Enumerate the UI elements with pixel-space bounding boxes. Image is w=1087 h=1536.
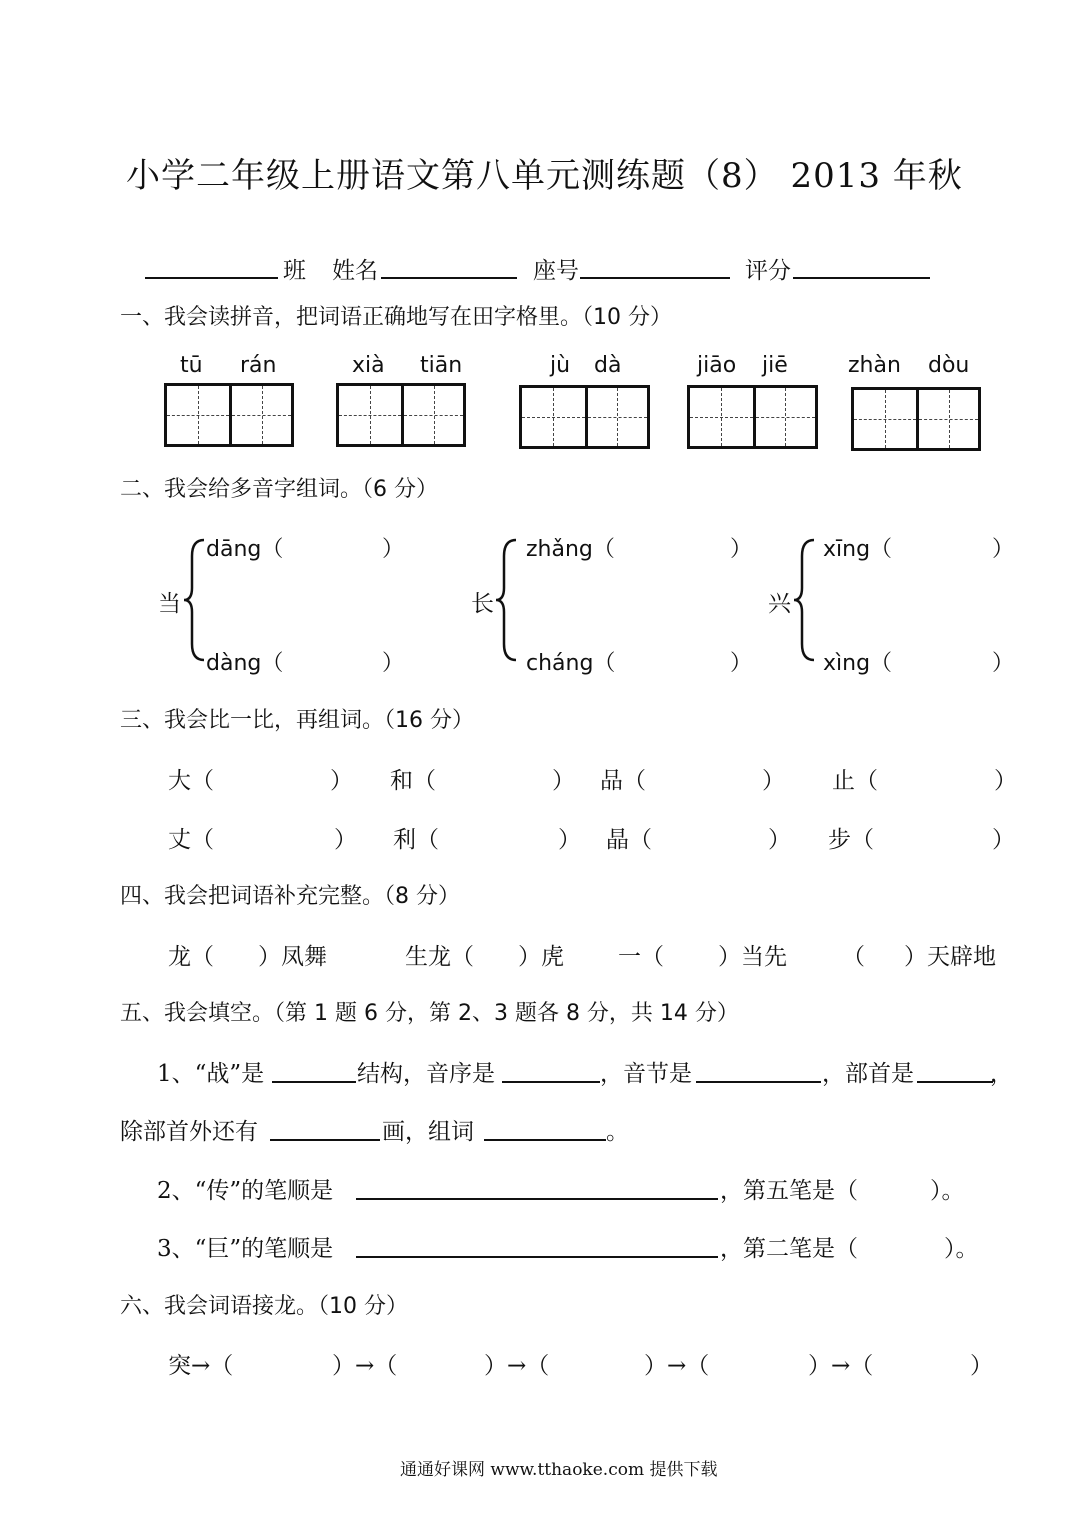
section6-heading: 六、我会词语接龙。（10 分） (120, 1294, 408, 1319)
q3-text: ）。 (944, 1236, 979, 1262)
q1-text: ，部首是 (822, 1061, 914, 1087)
seat-blank[interactable] (580, 277, 730, 279)
pinyin-reading: dāng（ (206, 537, 284, 562)
q1-text: 1、“战”是 (157, 1061, 265, 1087)
pinyin: dà (594, 353, 622, 378)
q1-text: 除部首外还有 (120, 1119, 258, 1145)
q2-stroke-order-blank[interactable] (356, 1198, 718, 1200)
tianzige-box-4[interactable] (687, 385, 818, 449)
compare-char: 品（ (600, 768, 646, 794)
pinyin: xià (352, 353, 385, 378)
page-title: 小学二年级上册语文第八单元测练题（8） 2013 年秋 (126, 156, 963, 196)
section2-heading: 二、我会给多音字组词。（6 分） (120, 477, 438, 502)
paren-close: ） (558, 827, 581, 853)
paren-close: ） (382, 651, 405, 676)
compare-char: 和（ (390, 768, 436, 794)
paren-close: ） (334, 827, 357, 853)
idiom-part: 一（ (618, 944, 664, 970)
chain-link: ）→（ (644, 1353, 710, 1379)
idiom-part: ）当先 (718, 944, 787, 970)
compare-char: 步（ (828, 827, 874, 853)
pinyin: tū (180, 353, 203, 378)
score-label: 评分 (745, 258, 791, 284)
idiom-part: （ (842, 944, 865, 970)
compare-char: 利（ (393, 827, 439, 853)
polyphone-char: 兴 (768, 591, 791, 617)
q2-text: ，第五笔是（ (720, 1178, 858, 1204)
section3-heading: 三、我会比一比，再组词。（16 分） (120, 708, 474, 733)
q2-text: 2、“传”的笔顺是 (157, 1178, 334, 1204)
paren-close: ） (730, 651, 753, 676)
name-blank[interactable] (381, 277, 517, 279)
brace-icon (494, 538, 520, 662)
pinyin-reading: cháng（ (526, 651, 616, 676)
q1-order-blank[interactable] (502, 1081, 600, 1083)
q3-text: ，第二笔是（ (720, 1236, 858, 1262)
q3-text: 3、“巨”的笔顺是 (157, 1236, 334, 1262)
q1-text: 画，组词 (382, 1119, 474, 1145)
paren-close: ） (730, 537, 753, 562)
section5-heading: 五、我会填空。（第 1 题 6 分，第 2、3 题各 8 分，共 14 分） (120, 1001, 739, 1026)
compare-char: 晶（ (606, 827, 652, 853)
q1-text: 。 (606, 1119, 629, 1145)
q3-stroke-order-blank[interactable] (356, 1256, 718, 1258)
pinyin: jiē (762, 353, 788, 378)
compare-char: 丈（ (168, 827, 214, 853)
tianzige-box-5[interactable] (851, 387, 981, 451)
brace-icon (792, 538, 818, 662)
paren-close: ） (992, 537, 1015, 562)
pinyin-reading: xìng（ (823, 651, 893, 676)
pinyin-reading: xīng（ (823, 537, 893, 562)
idiom-part: 生龙（ (405, 944, 474, 970)
footer-credit: 通通好课网 www.tthaoke.com 提供下载 (400, 1460, 718, 1480)
tianzige-box-1[interactable] (164, 383, 294, 447)
pinyin: dòu (928, 353, 970, 378)
brace-icon (182, 538, 208, 662)
q1-radical-blank[interactable] (917, 1081, 993, 1083)
chain-link: ） (970, 1353, 993, 1379)
paren-close: ） (994, 768, 1017, 794)
tianzige-box-3[interactable] (519, 385, 650, 449)
seat-label: 座号 (533, 258, 579, 284)
paren-close: ） (762, 768, 785, 794)
q1-strokes-blank[interactable] (270, 1139, 380, 1141)
paren-close: ） (382, 537, 405, 562)
section4-heading: 四、我会把词语补充完整。（8 分） (120, 884, 460, 909)
q1-text: ， (990, 1061, 1013, 1087)
pinyin: jiāo (697, 353, 737, 378)
chain-link: ）→（ (808, 1353, 874, 1379)
pinyin-reading: dàng（ (206, 651, 284, 676)
score-blank[interactable] (793, 277, 930, 279)
paren-close: ） (992, 651, 1015, 676)
section1-heading: 一、我会读拼音，把词语正确地写在田字格里。（10 分） (120, 305, 672, 330)
idiom-part: ）凤舞 (258, 944, 327, 970)
name-label: 姓名 (332, 258, 378, 284)
paren-close: ） (992, 827, 1015, 853)
compare-char: 止（ (832, 768, 878, 794)
q1-word-blank[interactable] (484, 1139, 606, 1141)
paren-close: ） (768, 827, 791, 853)
idiom-part: ）天辟地 (904, 944, 996, 970)
paren-close: ） (330, 768, 353, 794)
pinyin-reading: zhǎng（ (526, 537, 615, 562)
pinyin: rán (240, 353, 277, 378)
idiom-part: ）虎 (518, 944, 564, 970)
compare-char: 大（ (168, 768, 214, 794)
pinyin: tiān (420, 353, 463, 378)
chain-start: 突→（ (168, 1353, 234, 1379)
class-blank[interactable] (145, 277, 278, 279)
pinyin: zhàn (848, 353, 901, 378)
paren-close: ） (552, 768, 575, 794)
q1-syllable-blank[interactable] (696, 1081, 821, 1083)
chain-link: ）→（ (332, 1353, 398, 1379)
q1-text: ，音节是 (600, 1061, 692, 1087)
class-label: 班 (283, 258, 306, 284)
q2-text: ）。 (930, 1178, 965, 1204)
chain-link: ）→（ (484, 1353, 550, 1379)
polyphone-char: 当 (158, 591, 181, 617)
pinyin: jù (550, 353, 571, 378)
idiom-part: 龙（ (168, 944, 214, 970)
q1-structure-blank[interactable] (272, 1081, 356, 1083)
polyphone-char: 长 (471, 591, 494, 617)
tianzige-box-2[interactable] (336, 383, 466, 447)
q1-text: 结构，音序是 (357, 1061, 495, 1087)
